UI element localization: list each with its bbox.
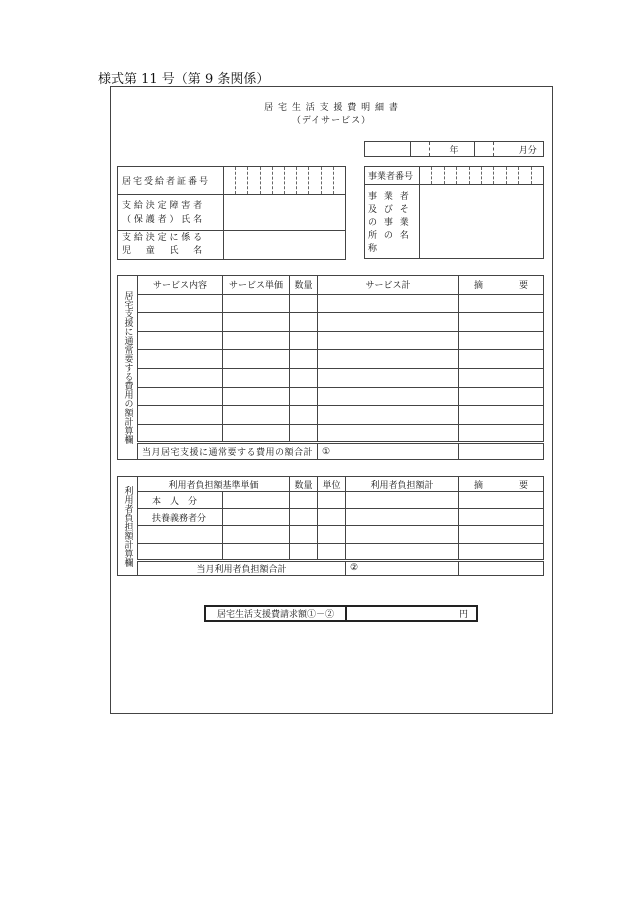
burden-total-row — [118, 560, 544, 575]
claim-amount-label: 居宅生活支援費請求額①－② — [205, 606, 346, 621]
service-total-cell[interactable] — [318, 387, 459, 406]
yen-unit: 円 — [458, 610, 468, 620]
remarks-header: 摘 要 — [459, 276, 544, 295]
service-total-remarks[interactable] — [459, 443, 544, 460]
burden-row — [118, 543, 544, 560]
unit-cell[interactable] — [318, 492, 346, 509]
remarks-cell[interactable] — [459, 526, 544, 543]
child-label-line1: 支 給 決 定 に 係 る — [122, 233, 203, 243]
guardian-label-line2: （ 保 護 者 ） 氏 名 — [122, 214, 203, 225]
unit-cell[interactable] — [318, 543, 346, 560]
service-content-cell[interactable] — [138, 331, 223, 350]
year-digit[interactable] — [411, 142, 430, 157]
service-row — [118, 406, 544, 425]
self-share-label: 本 人 分 — [138, 492, 223, 509]
service-row — [118, 387, 544, 406]
quantity-cell[interactable] — [290, 509, 318, 526]
quantity-cell[interactable] — [290, 424, 318, 443]
quantity-cell[interactable] — [290, 294, 318, 313]
provider-number-label: 事業者番号 — [365, 167, 420, 185]
date-box — [364, 141, 544, 157]
burden-label-cell[interactable] — [138, 543, 223, 560]
cert-number-label: 居宅受給者証番号 — [118, 167, 224, 195]
form-title: 居 宅 生 活 支 援 費 明 細 書 — [264, 103, 399, 113]
recipient-table — [117, 166, 346, 260]
remarks-cell[interactable] — [459, 543, 544, 560]
quantity-cell[interactable] — [290, 369, 318, 388]
service-content-cell[interactable] — [138, 294, 223, 313]
service-total-label: 当月居宅支援に通常要する費用の額合計 — [138, 443, 318, 460]
burden-total-marker: ② — [346, 560, 459, 575]
form-subtitle: （デイサービス） — [291, 116, 372, 126]
provider-name-label: 事 業 者 及 び そ の 事 業 所 の 名 称 — [365, 185, 420, 259]
base-price-cell[interactable] — [223, 543, 290, 560]
service-content-cell[interactable] — [138, 387, 223, 406]
service-row — [118, 424, 544, 443]
unit-price-cell[interactable] — [223, 369, 290, 388]
service-cost-table — [117, 275, 544, 460]
provider-number-field[interactable] — [420, 167, 544, 185]
service-row — [118, 350, 544, 369]
service-content-cell[interactable] — [138, 369, 223, 388]
cert-number-field[interactable] — [224, 167, 346, 195]
guardian-label-line1: 支 給 決 定 障 害 者 — [122, 200, 203, 211]
claim-amount-field[interactable] — [346, 606, 477, 621]
service-total-cell[interactable] — [318, 313, 459, 332]
burden-label-cell[interactable] — [138, 526, 223, 543]
remarks-cell[interactable] — [459, 313, 544, 332]
base-price-cell[interactable] — [223, 509, 290, 526]
quantity-cell[interactable] — [290, 313, 318, 332]
service-total-cell[interactable] — [318, 294, 459, 313]
service-total-cell[interactable] — [318, 406, 459, 425]
provider-name-field[interactable] — [420, 185, 544, 259]
unit-price-cell[interactable] — [223, 387, 290, 406]
service-row — [118, 331, 544, 350]
quantity-cell[interactable] — [290, 492, 318, 509]
burden-total-cell[interactable] — [346, 509, 459, 526]
burden-row — [118, 526, 544, 543]
unit-cell[interactable] — [318, 526, 346, 543]
remarks-cell[interactable] — [459, 369, 544, 388]
child-label-line2: 児 童 氏 名 — [122, 246, 203, 256]
service-unit-price-header: サービス単価 — [223, 276, 290, 295]
support-obligor-label: 扶養義務者分 — [138, 509, 223, 526]
service-row — [118, 313, 544, 332]
service-total-cell[interactable] — [318, 350, 459, 369]
service-total-marker: ① — [318, 443, 459, 460]
quantity-cell[interactable] — [290, 406, 318, 425]
provider-table — [364, 166, 544, 259]
claim-amount-box — [204, 605, 478, 622]
remarks-cell[interactable] — [459, 294, 544, 313]
burden-row — [118, 509, 544, 526]
base-price-cell[interactable] — [223, 492, 290, 509]
guardian-name-label — [118, 195, 224, 231]
month-digit[interactable] — [475, 142, 494, 157]
child-name-label — [118, 231, 224, 260]
user-burden-table — [117, 476, 544, 576]
unit-price-cell[interactable] — [223, 313, 290, 332]
child-name-field[interactable] — [224, 231, 346, 260]
year-label: 年 — [450, 142, 475, 157]
burden-total-label: 当月利用者負担額合計 — [138, 560, 346, 575]
era-cell[interactable] — [365, 142, 411, 157]
service-row — [118, 369, 544, 388]
remarks-cell[interactable] — [459, 387, 544, 406]
unit-price-cell[interactable] — [223, 331, 290, 350]
remarks-cell[interactable] — [459, 350, 544, 369]
burden-total-cell[interactable] — [346, 492, 459, 509]
service-content-header: サービス内容 — [138, 276, 223, 295]
guardian-name-field[interactable] — [224, 195, 346, 231]
service-total-cell[interactable] — [318, 424, 459, 443]
quantity-cell[interactable] — [290, 331, 318, 350]
service-section-side-label: 居宅支援に通常要する費用の額計算欄 — [118, 276, 138, 460]
month-digit[interactable] — [494, 142, 513, 157]
month-label: 月分 — [513, 142, 544, 157]
service-content-cell[interactable] — [138, 424, 223, 443]
service-total-cell[interactable] — [318, 331, 459, 350]
burden-remarks-header: 摘 要 — [459, 477, 544, 492]
quantity-cell[interactable] — [290, 387, 318, 406]
service-total-row — [118, 443, 544, 460]
remarks-cell[interactable] — [459, 509, 544, 526]
service-content-cell[interactable] — [138, 313, 223, 332]
service-content-cell[interactable] — [138, 350, 223, 369]
remarks-cell[interactable] — [459, 331, 544, 350]
burden-base-price-header: 利用者負担額基準単価 — [138, 477, 290, 492]
quantity-header: 数量 — [290, 276, 318, 295]
burden-unit-header: 単位 — [318, 477, 346, 492]
form-number-label: 様式第 11 号（第 9 条関係） — [98, 72, 270, 87]
burden-section-side-label: 利用者負担額計算欄 — [118, 477, 138, 576]
burden-total-cell[interactable] — [346, 543, 459, 560]
unit-price-cell[interactable] — [223, 294, 290, 313]
burden-total-cell[interactable] — [346, 526, 459, 543]
base-price-cell[interactable] — [223, 526, 290, 543]
remarks-cell[interactable] — [459, 492, 544, 509]
unit-price-cell[interactable] — [223, 350, 290, 369]
burden-quantity-header: 数量 — [290, 477, 318, 492]
service-row — [118, 294, 544, 313]
quantity-cell[interactable] — [290, 543, 318, 560]
unit-price-cell[interactable] — [223, 406, 290, 425]
burden-row — [118, 492, 544, 509]
year-digit[interactable] — [430, 142, 450, 157]
quantity-cell[interactable] — [290, 350, 318, 369]
unit-price-cell[interactable] — [223, 424, 290, 443]
quantity-cell[interactable] — [290, 526, 318, 543]
unit-cell[interactable] — [318, 509, 346, 526]
burden-total-remarks[interactable] — [459, 560, 544, 575]
service-total-cell[interactable] — [318, 369, 459, 388]
remarks-cell[interactable] — [459, 424, 544, 443]
burden-total-header: 利用者負担額計 — [346, 477, 459, 492]
service-content-cell[interactable] — [138, 406, 223, 425]
remarks-cell[interactable] — [459, 406, 544, 425]
service-total-header: サービス計 — [318, 276, 459, 295]
